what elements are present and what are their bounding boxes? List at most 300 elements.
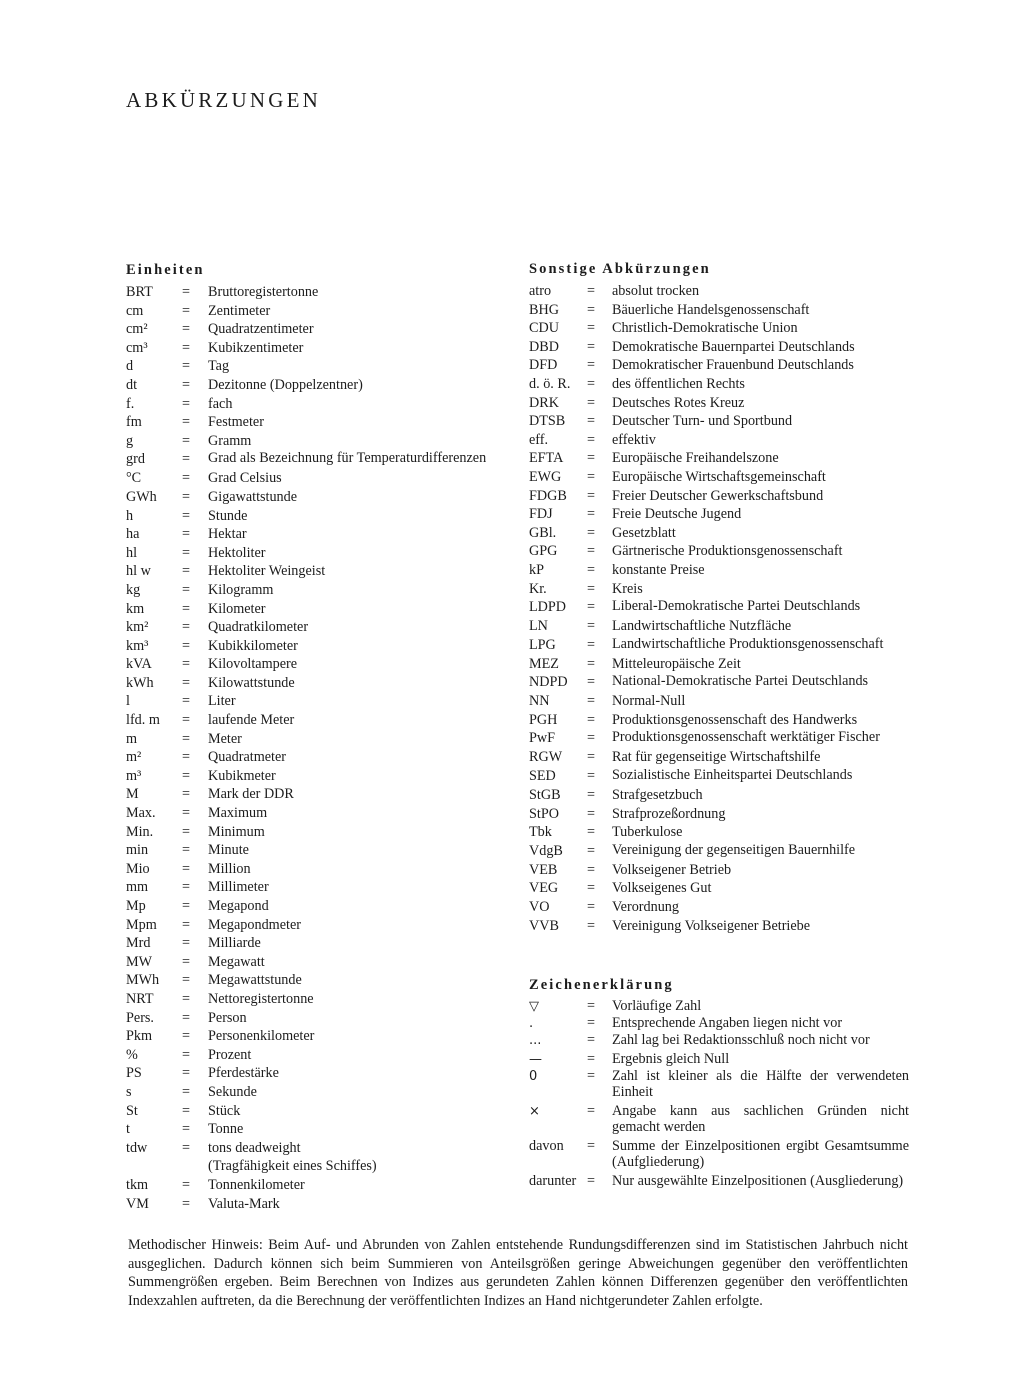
abbreviation: h xyxy=(126,507,134,524)
meaning: laufende Meter xyxy=(208,712,295,729)
equals-sign: = xyxy=(182,786,191,803)
abbreviation-row xyxy=(126,1120,506,1139)
equals-sign: = xyxy=(182,1176,191,1193)
meaning: Gärtnerische Produktionsgenossenschaft xyxy=(612,543,843,560)
abbreviation-row xyxy=(529,729,909,748)
meaning: Angabe kann aus sachlichen Gründen nicht gemacht werden xyxy=(612,1103,909,1136)
meaning: Dezitonne (Doppelzentner) xyxy=(208,376,363,393)
abbreviation-row xyxy=(126,376,506,395)
equals-sign: = xyxy=(587,599,596,616)
abbreviation-row xyxy=(529,468,909,487)
right-column xyxy=(529,261,909,1192)
equals-sign: = xyxy=(587,674,596,691)
abbreviation: VdgB xyxy=(529,842,563,859)
abbreviation: GPG xyxy=(529,543,558,560)
equals-sign: = xyxy=(587,561,596,578)
abbreviation-row xyxy=(529,842,909,861)
other-abbreviations-heading: Sonstige Abkürzungen xyxy=(529,261,711,277)
meaning: Produktionsgenossenschaft werktätiger Fischer xyxy=(612,729,880,746)
equals-sign: = xyxy=(182,581,191,598)
meaning: Bäuerliche Handelsgenossenschaft xyxy=(612,301,810,318)
meaning: Hektoliter xyxy=(208,544,266,561)
meaning: Zahl ist kleiner als die Hälfte der verwendeten Einheit xyxy=(612,1068,909,1101)
abbreviation: DRK xyxy=(529,394,559,411)
abbreviation: davon xyxy=(529,1138,564,1155)
abbreviation: Mpm xyxy=(126,916,157,933)
abbreviation: fm xyxy=(126,414,142,431)
meaning: Produktionsgenossenschaft des Handwerks xyxy=(612,711,858,728)
abbreviation-row xyxy=(529,861,909,880)
equals-sign: = xyxy=(587,1138,596,1155)
abbreviation: ▽ xyxy=(529,999,539,1015)
abbreviation-row xyxy=(126,488,506,507)
abbreviation-row xyxy=(529,1068,909,1103)
equals-sign: = xyxy=(182,1195,191,1212)
abbreviation: DTSB xyxy=(529,413,566,430)
equals-sign: = xyxy=(587,487,596,504)
meaning: Mitteleuropäische Zeit xyxy=(612,655,741,672)
abbreviation-row xyxy=(126,953,506,972)
meaning: Gesetzblatt xyxy=(612,524,676,541)
abbreviation-row xyxy=(529,1015,909,1032)
equals-sign: = xyxy=(182,953,191,970)
abbreviation-row xyxy=(529,580,909,599)
abbreviation: hl xyxy=(126,544,138,561)
equals-sign: = xyxy=(587,506,596,523)
meaning: Zahl lag bei Redaktionsschluß noch nicht vor xyxy=(612,1032,870,1049)
abbreviation-row xyxy=(126,1102,506,1121)
equals-sign: = xyxy=(182,860,191,877)
abbreviation: . xyxy=(529,1016,534,1032)
equals-sign: = xyxy=(182,749,191,766)
equals-sign: = xyxy=(587,375,596,392)
meaning: Kilovoltampere xyxy=(208,656,298,673)
abbreviation-row xyxy=(126,413,506,432)
equals-sign: = xyxy=(587,413,596,430)
abbreviation-row xyxy=(529,673,909,692)
abbreviation: darunter xyxy=(529,1173,577,1190)
meaning: Demokratischer Frauenbund Deutschlands xyxy=(612,357,854,374)
abbreviation-row xyxy=(126,655,506,674)
abbreviation-row xyxy=(529,319,909,338)
meaning: Kilowattstunde xyxy=(208,674,295,691)
abbreviation: atro xyxy=(529,283,552,299)
equals-sign: = xyxy=(182,805,191,822)
abbreviation-row xyxy=(126,1009,506,1028)
abbreviation-row xyxy=(126,971,506,990)
equals-sign: = xyxy=(182,284,191,300)
abbreviation-row xyxy=(529,805,909,824)
abbreviation-row xyxy=(529,394,909,413)
meaning: Demokratische Bauernpartei Deutschlands xyxy=(612,338,855,355)
meaning: Kubikkilometer xyxy=(208,637,298,654)
meaning: Grad als Bezeichnung für Temperaturdifferenzen xyxy=(208,450,487,467)
abbreviation-row xyxy=(126,916,506,935)
meaning: Valuta-Mark xyxy=(208,1195,280,1212)
abbreviation-row xyxy=(529,917,909,936)
equals-sign: = xyxy=(182,1046,191,1063)
meaning: Quadratmeter xyxy=(208,749,286,766)
equals-sign: = xyxy=(182,842,191,859)
meaning: Tonnenkilometer xyxy=(208,1176,305,1193)
abbreviation: EFTA xyxy=(529,450,564,467)
equals-sign: = xyxy=(182,1083,191,1100)
equals-sign: = xyxy=(182,488,191,505)
equals-sign: = xyxy=(182,656,191,673)
abbreviation-row xyxy=(126,692,506,711)
equals-sign: = xyxy=(587,917,596,934)
abbreviation: km³ xyxy=(126,637,149,654)
equals-sign: = xyxy=(587,338,596,355)
abbreviation: hl w xyxy=(126,563,151,580)
abbreviation-row xyxy=(126,990,506,1009)
meaning: Europäische Freihandelszone xyxy=(612,450,779,467)
abbreviation-row xyxy=(126,767,506,786)
abbreviation: LPG xyxy=(529,636,556,653)
abbreviation: LN xyxy=(529,618,548,635)
abbreviation: PS xyxy=(126,1065,142,1082)
abbreviation-row xyxy=(529,375,909,394)
abbreviation: m² xyxy=(126,749,142,766)
meaning: Festmeter xyxy=(208,414,264,431)
equals-sign: = xyxy=(182,898,191,914)
abbreviation: CDU xyxy=(529,320,559,337)
abbreviation-row xyxy=(529,898,909,917)
abbreviation: d. ö. R. xyxy=(529,375,571,392)
abbreviation-row xyxy=(529,617,909,636)
meaning: Deutsches Rotes Kreuz xyxy=(612,394,745,411)
abbreviation-row xyxy=(126,860,506,879)
abbreviation-row xyxy=(126,1176,506,1195)
equals-sign: = xyxy=(587,301,596,318)
abbreviation: grd xyxy=(126,451,145,468)
meaning: Kubikzentimeter xyxy=(208,339,304,356)
equals-sign: = xyxy=(182,526,191,543)
abbreviation: Min. xyxy=(126,823,154,840)
meaning: konstante Preise xyxy=(612,561,705,578)
abbreviation-row xyxy=(126,507,506,526)
meaning: Stück xyxy=(208,1102,241,1119)
abbreviation: 0 xyxy=(529,1069,538,1085)
equals-sign: = xyxy=(182,358,191,375)
equals-sign: = xyxy=(587,787,596,804)
equals-sign: = xyxy=(587,711,596,728)
abbreviation-row xyxy=(529,412,909,431)
abbreviation-row xyxy=(126,432,506,451)
abbreviation: kWh xyxy=(126,674,154,691)
abbreviation-row xyxy=(126,450,506,469)
meaning: Milliarde xyxy=(208,935,261,952)
meaning: Kreis xyxy=(612,580,643,597)
abbreviation-row xyxy=(126,1046,506,1065)
abbreviation-row xyxy=(126,618,506,637)
meaning: Kilometer xyxy=(208,600,266,617)
meaning: Liter xyxy=(208,693,236,710)
abbreviation-row xyxy=(126,934,506,953)
equals-sign: = xyxy=(587,768,596,785)
equals-sign: = xyxy=(587,636,596,653)
abbreviation: Tbk xyxy=(529,824,552,841)
abbreviation-row xyxy=(126,897,506,916)
meaning: Hektoliter Weingeist xyxy=(208,563,326,580)
equals-sign: = xyxy=(182,321,191,338)
abbreviation: GBl. xyxy=(529,524,557,541)
meaning: Volkseigener Betrieb xyxy=(612,861,732,878)
equals-sign xyxy=(182,1157,208,1176)
meaning: des öffentlichen Rechts xyxy=(612,375,745,392)
abbreviation: cm³ xyxy=(126,339,148,356)
abbreviation-row xyxy=(126,283,506,302)
abbreviation: m³ xyxy=(126,767,142,784)
abbreviation: EWG xyxy=(529,468,562,485)
abbreviation-row xyxy=(126,1157,506,1176)
equals-sign: = xyxy=(587,543,596,560)
abbreviation: dt xyxy=(126,376,138,393)
abbreviation-row xyxy=(126,1195,506,1214)
meaning: Liberal-Demokratische Partei Deutschlands xyxy=(612,598,861,615)
meaning: Freier Deutscher Gewerkschaftsbund xyxy=(612,487,824,504)
abbreviation: ... xyxy=(529,1033,542,1049)
meaning: Freie Deutsche Jugend xyxy=(612,506,742,523)
meaning: Megawattstunde xyxy=(208,972,302,989)
equals-sign: = xyxy=(587,1103,596,1120)
equals-sign: = xyxy=(182,414,191,431)
abbreviation-row xyxy=(529,431,909,450)
equals-sign: = xyxy=(587,524,596,541)
abbreviation: Kr. xyxy=(529,580,547,597)
abbreviation: tdw xyxy=(126,1139,148,1156)
meaning: Meter xyxy=(208,730,242,747)
equals-sign: = xyxy=(182,432,191,449)
equals-sign: = xyxy=(587,394,596,411)
meaning: Sozialistische Einheitspartei Deutschlands xyxy=(612,767,853,784)
abbreviation: VO xyxy=(529,899,550,916)
meaning: Millimeter xyxy=(208,879,269,896)
abbreviation: kg xyxy=(126,581,141,598)
abbreviation: % xyxy=(126,1046,138,1063)
equals-sign: = xyxy=(182,563,191,580)
abbreviation-row xyxy=(126,1083,506,1102)
equals-sign: = xyxy=(587,580,596,597)
equals-sign: = xyxy=(182,619,191,636)
equals-sign: = xyxy=(587,468,596,485)
abbreviation-row xyxy=(529,1051,909,1068)
abbreviation: eff. xyxy=(529,431,549,448)
abbreviation: SED xyxy=(529,768,556,785)
abbreviation: — xyxy=(529,1052,542,1068)
meaning: fach xyxy=(208,395,233,412)
abbreviation-row xyxy=(529,505,909,524)
equals-sign: = xyxy=(182,302,191,319)
equals-sign: = xyxy=(587,824,596,841)
abbreviation-row xyxy=(529,998,909,1015)
page-title: ABKÜRZUNGEN xyxy=(126,88,322,112)
equals-sign: = xyxy=(587,618,596,635)
abbreviation: BHG xyxy=(529,301,559,318)
meaning: absolut trocken xyxy=(612,283,700,299)
meaning: Prozent xyxy=(208,1046,252,1063)
abbreviation-row xyxy=(529,338,909,357)
meaning: Landwirtschaftliche Produktionsgenossenschaft xyxy=(612,635,884,652)
meaning: Grad Celsius xyxy=(208,470,282,487)
abbreviation-row xyxy=(529,356,909,375)
abbreviation: StGB xyxy=(529,787,561,804)
abbreviation: f. xyxy=(126,395,135,412)
meaning: Vorläufige Zahl xyxy=(612,998,702,1015)
abbreviation-row xyxy=(529,748,909,767)
equals-sign: = xyxy=(182,730,191,747)
abbreviation: VEB xyxy=(529,861,558,878)
equals-sign: = xyxy=(587,1032,596,1049)
abbreviation-row xyxy=(529,449,909,468)
equals-sign: = xyxy=(182,879,191,896)
meaning: Zentimeter xyxy=(208,302,271,319)
equals-sign: = xyxy=(182,544,191,561)
meaning: Volkseigenes Gut xyxy=(612,880,712,897)
meaning: Ergebnis gleich Null xyxy=(612,1051,730,1068)
equals-sign: = xyxy=(587,730,596,747)
abbreviation: km² xyxy=(126,619,149,636)
meaning: Bruttoregistertonne xyxy=(208,284,319,300)
abbreviation-row xyxy=(126,823,506,842)
equals-sign: = xyxy=(182,916,191,933)
equals-sign: = xyxy=(587,431,596,448)
meaning: National-Demokratische Partei Deutschlands xyxy=(612,673,869,690)
abbreviation-row xyxy=(126,730,506,749)
meaning: Pferdestärke xyxy=(208,1065,279,1082)
abbreviation: tkm xyxy=(126,1176,149,1193)
abbreviation-row xyxy=(126,600,506,619)
abbreviation: BRT xyxy=(126,284,153,300)
meaning: Kilogramm xyxy=(208,581,274,598)
abbreviation: s xyxy=(126,1083,132,1100)
abbreviation-row xyxy=(529,823,909,842)
equals-sign: = xyxy=(587,749,596,766)
equals-sign: = xyxy=(182,507,191,524)
equals-sign: = xyxy=(587,842,596,859)
methodological-note: Methodischer Hinweis: Beim Auf- und Abrunden von Zahlen entstehende Rundungsdifferenzen sind im Statistischen Jahrbuch nicht ausgeglichen. Dadurch können sich beim Summieren von Anteilsgrößen geringe Abweichungen gegenüber den veröffentlichten Summengrößen ergeben. Beim Berechnen von Indizes aus gerundeten Zahlen können Differenzen gegenüber den veröffentlichten Indexzahlen auftreten, da die Berechnung der veröffentlichten Indizes an Hand nichtgerundeter Zahlen erfolgte. xyxy=(128,1237,908,1309)
abbreviation: StPO xyxy=(529,805,559,822)
equals-sign: = xyxy=(182,935,191,952)
abbreviation: km xyxy=(126,600,145,617)
meaning: Megapond xyxy=(208,898,269,914)
abbreviation-row xyxy=(126,637,506,656)
abbreviation: NN xyxy=(529,693,550,710)
abbreviation: DFD xyxy=(529,357,558,374)
abbreviation: g xyxy=(126,432,134,449)
equals-sign: = xyxy=(587,998,596,1015)
abbreviation: d xyxy=(126,358,134,375)
meaning: Megapondmeter xyxy=(208,916,301,933)
equals-sign: = xyxy=(587,450,596,467)
equals-sign: = xyxy=(587,655,596,672)
abbreviation-row xyxy=(529,879,909,898)
meaning: Kubikmeter xyxy=(208,767,276,784)
equals-sign: = xyxy=(182,637,191,654)
meaning: Nettoregistertonne xyxy=(208,990,314,1007)
meaning: Landwirtschaftliche Nutzfläche xyxy=(612,618,792,635)
equals-sign: = xyxy=(182,376,191,393)
abbreviation-row xyxy=(529,692,909,711)
abbreviation-row xyxy=(126,841,506,860)
meaning: Strafgesetzbuch xyxy=(612,787,703,804)
equals-sign: = xyxy=(587,1015,596,1032)
abbreviation: RGW xyxy=(529,749,563,766)
meaning: Maximum xyxy=(208,805,268,822)
abbreviation: m xyxy=(126,730,138,747)
meaning: Nur ausgewählte Einzelpositionen (Ausgliederung) xyxy=(612,1173,904,1190)
abbreviation-row xyxy=(529,1173,909,1192)
abbreviation: ha xyxy=(126,526,140,543)
meaning: Megawatt xyxy=(208,953,265,970)
equals-sign: = xyxy=(587,693,596,710)
meaning: Tuberkulose xyxy=(612,824,683,841)
abbreviation: MWh xyxy=(126,972,160,989)
abbreviation-row xyxy=(126,711,506,730)
abbreviation: DBD xyxy=(529,338,559,355)
meaning: effektiv xyxy=(612,431,656,448)
equals-sign: = xyxy=(182,990,191,1007)
abbreviation-row xyxy=(529,655,909,674)
equals-sign: = xyxy=(587,1068,596,1085)
symbol-legend-list xyxy=(529,998,909,1192)
abbreviation: FDGB xyxy=(529,487,567,504)
units-heading: Einheiten xyxy=(126,262,205,278)
meaning: tons deadweight xyxy=(208,1139,301,1156)
meaning: Vereinigung der gegenseitigen Bauernhilfe xyxy=(612,841,856,858)
meaning: Rat für gegenseitige Wirtschaftshilfe xyxy=(612,749,821,766)
abbreviation: St xyxy=(126,1102,138,1119)
abbreviation-row xyxy=(126,1139,506,1158)
equals-sign: = xyxy=(182,767,191,784)
abbreviation: Pers. xyxy=(126,1009,154,1026)
equals-sign: = xyxy=(587,357,596,374)
abbreviation-row xyxy=(529,711,909,730)
other-abbreviations-list xyxy=(529,282,909,935)
meaning: Minute xyxy=(208,842,249,859)
abbreviation-row xyxy=(126,302,506,321)
abbreviation-row xyxy=(529,524,909,543)
meaning: Sekunde xyxy=(208,1083,257,1100)
equals-sign: = xyxy=(182,451,191,468)
equals-sign: = xyxy=(587,1051,596,1068)
meaning: Personenkilometer xyxy=(208,1028,315,1045)
abbreviation: t xyxy=(126,1121,130,1138)
abbreviation-row xyxy=(529,1138,909,1173)
meaning: Minimum xyxy=(208,823,265,840)
abbreviation: PwF xyxy=(529,730,556,747)
abbreviation-row xyxy=(126,1064,506,1083)
abbreviation: MW xyxy=(126,953,153,970)
equals-sign: = xyxy=(182,395,191,412)
abbreviation: Mp xyxy=(126,898,146,914)
abbreviation-row xyxy=(126,320,506,339)
abbreviation: NDPD xyxy=(529,674,568,691)
abbreviation: LDPD xyxy=(529,599,567,616)
abbreviation: Max. xyxy=(126,805,156,822)
equals-sign: = xyxy=(182,1009,191,1026)
equals-sign: = xyxy=(587,320,596,337)
abbreviation-row xyxy=(126,544,506,563)
equals-sign: = xyxy=(587,1173,596,1190)
abbreviation: VM xyxy=(126,1195,149,1212)
abbreviation: min xyxy=(126,842,149,859)
abbreviation: °C xyxy=(126,470,142,487)
meaning: Vereinigung Volkseigener Betriebe xyxy=(612,917,811,934)
units-list xyxy=(126,283,506,1213)
meaning: Europäische Wirtschaftsgemeinschaft xyxy=(612,468,826,485)
meaning: (Tragfähigkeit eines Schiffes) xyxy=(208,1158,377,1175)
